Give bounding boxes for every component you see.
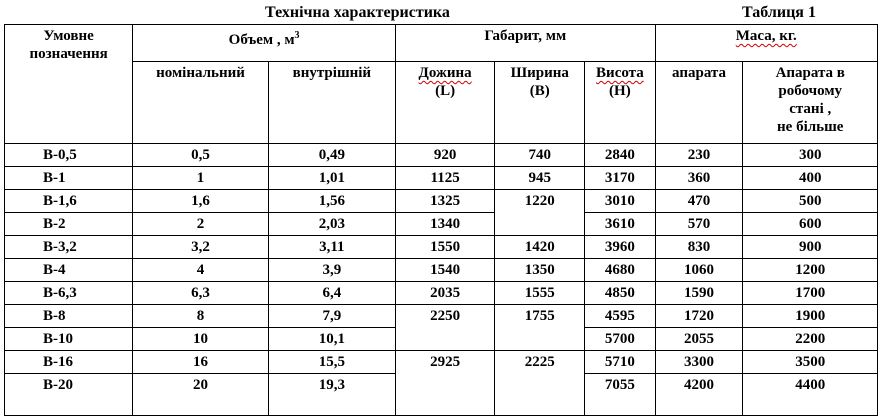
cell-mass-working: 300 bbox=[743, 144, 878, 167]
cell-designation: В-1 bbox=[5, 167, 133, 190]
cell-mass: 1590 bbox=[655, 282, 743, 305]
cell-nominal: 10 bbox=[133, 328, 268, 351]
cell-width bbox=[495, 328, 585, 351]
table-title: Технічна характеристика bbox=[265, 4, 450, 21]
cell-mass: 3300 bbox=[655, 351, 743, 374]
header-mass: Маса, кг. bbox=[655, 25, 877, 62]
cell-designation: В-8 bbox=[5, 305, 133, 328]
table-row bbox=[5, 213, 878, 236]
cell-height: 4680 bbox=[585, 259, 655, 282]
header-designation: Умовне позначення bbox=[5, 25, 133, 144]
cell-nominal: 1 bbox=[133, 167, 268, 190]
table-row bbox=[5, 305, 878, 328]
cell-mass-working: 900 bbox=[743, 236, 878, 259]
header-gabarit: Габарит, мм bbox=[395, 25, 655, 62]
cell-length bbox=[395, 374, 494, 416]
cell-internal: 19,3 bbox=[268, 374, 395, 416]
header-length: Дожина (L) bbox=[395, 62, 494, 144]
cell-nominal: 1,6 bbox=[133, 190, 268, 213]
cell-width bbox=[495, 374, 585, 416]
cell-length: 1550 bbox=[395, 236, 494, 259]
cell-designation: В-4 bbox=[5, 259, 133, 282]
cell-mass-working: 1900 bbox=[743, 305, 878, 328]
cell-height: 3960 bbox=[585, 236, 655, 259]
table-row bbox=[5, 351, 878, 374]
cell-designation: В-20 bbox=[5, 374, 133, 416]
cell-length: 2250 bbox=[395, 305, 494, 328]
cell-nominal: 16 bbox=[133, 351, 268, 374]
cell-mass-working: 3500 bbox=[743, 351, 878, 374]
cell-width: 740 bbox=[495, 144, 585, 167]
header-nominal: номінальний bbox=[133, 62, 268, 144]
table-row bbox=[5, 190, 878, 213]
cell-designation: В-0,5 bbox=[5, 144, 133, 167]
cell-length: 1540 bbox=[395, 259, 494, 282]
header-internal: внутрішній bbox=[268, 62, 395, 144]
cell-internal: 7,9 bbox=[268, 305, 395, 328]
cell-length bbox=[395, 328, 494, 351]
cell-width: 2225 bbox=[495, 351, 585, 374]
cell-nominal: 20 bbox=[133, 374, 268, 416]
cell-height: 4595 bbox=[585, 305, 655, 328]
cell-designation: В-6,3 bbox=[5, 282, 133, 305]
cell-internal: 6,4 bbox=[268, 282, 395, 305]
table-row bbox=[5, 282, 878, 305]
cell-designation: В-10 bbox=[5, 328, 133, 351]
header-width: Ширина (B) bbox=[495, 62, 585, 144]
cell-mass: 4200 bbox=[655, 374, 743, 416]
cell-height: 4850 bbox=[585, 282, 655, 305]
cell-length: 1125 bbox=[395, 167, 494, 190]
cell-height: 3010 bbox=[585, 190, 655, 213]
cell-internal: 1,01 bbox=[268, 167, 395, 190]
cell-designation: В-3,2 bbox=[5, 236, 133, 259]
cell-length: 1340 bbox=[395, 213, 494, 236]
cell-nominal: 6,3 bbox=[133, 282, 268, 305]
specifications-table bbox=[4, 24, 878, 416]
cell-nominal: 0,5 bbox=[133, 144, 268, 167]
table-row bbox=[5, 259, 878, 282]
cell-width bbox=[495, 213, 585, 236]
cell-width: 1555 bbox=[495, 282, 585, 305]
cell-mass: 830 bbox=[655, 236, 743, 259]
header-working-state: Апарата в робочому стані , не більше bbox=[743, 62, 878, 144]
table-row bbox=[5, 144, 878, 167]
cell-width: 1350 bbox=[495, 259, 585, 282]
cell-internal: 2,03 bbox=[268, 213, 395, 236]
cell-internal: 3,9 bbox=[268, 259, 395, 282]
cell-length: 920 bbox=[395, 144, 494, 167]
cell-mass-working: 400 bbox=[743, 167, 878, 190]
table-row bbox=[5, 236, 878, 259]
cell-length: 2035 bbox=[395, 282, 494, 305]
cell-internal: 0,49 bbox=[268, 144, 395, 167]
table-row bbox=[5, 328, 878, 351]
cell-mass: 1720 bbox=[655, 305, 743, 328]
table-row bbox=[5, 167, 878, 190]
cell-width: 945 bbox=[495, 167, 585, 190]
table-number: Таблиця 1 bbox=[742, 4, 816, 21]
cell-mass-working: 4400 bbox=[743, 374, 878, 416]
cell-nominal: 8 bbox=[133, 305, 268, 328]
cell-mass-working: 600 bbox=[743, 213, 878, 236]
header-height: Висота (H) bbox=[585, 62, 655, 144]
cell-nominal: 4 bbox=[133, 259, 268, 282]
cell-internal: 1,56 bbox=[268, 190, 395, 213]
cell-mass-working: 2200 bbox=[743, 328, 878, 351]
cell-designation: В-1,6 bbox=[5, 190, 133, 213]
cell-designation: В-2 bbox=[5, 213, 133, 236]
cell-nominal: 3,2 bbox=[133, 236, 268, 259]
header-volume: Объем , $м^3$ bbox=[133, 25, 396, 62]
cell-mass-working: 500 bbox=[743, 190, 878, 213]
cell-mass: 360 bbox=[655, 167, 743, 190]
cell-mass: 2055 bbox=[655, 328, 743, 351]
cell-length: 2925 bbox=[395, 351, 494, 374]
cell-height: 7055 bbox=[585, 374, 655, 416]
cell-height: 5700 bbox=[585, 328, 655, 351]
cell-mass-working: 1700 bbox=[743, 282, 878, 305]
cell-nominal: 2 bbox=[133, 213, 268, 236]
cell-height: 2840 bbox=[585, 144, 655, 167]
header-apparatus: апарата bbox=[655, 62, 743, 144]
cell-mass-working: 1200 bbox=[743, 259, 878, 282]
cell-length: 1325 bbox=[395, 190, 494, 213]
cell-width: 1420 bbox=[495, 236, 585, 259]
cell-height: 3610 bbox=[585, 213, 655, 236]
cell-width: 1220 bbox=[495, 190, 585, 213]
table-row bbox=[5, 374, 878, 416]
cell-mass: 230 bbox=[655, 144, 743, 167]
cell-width: 1755 bbox=[495, 305, 585, 328]
cell-mass: 1060 bbox=[655, 259, 743, 282]
cell-designation: В-16 bbox=[5, 351, 133, 374]
cell-internal: 3,11 bbox=[268, 236, 395, 259]
cell-mass: 570 bbox=[655, 213, 743, 236]
cell-internal: 10,1 bbox=[268, 328, 395, 351]
cell-internal: 15,5 bbox=[268, 351, 395, 374]
cell-height: 5710 bbox=[585, 351, 655, 374]
cell-height: 3170 bbox=[585, 167, 655, 190]
cell-mass: 470 bbox=[655, 190, 743, 213]
